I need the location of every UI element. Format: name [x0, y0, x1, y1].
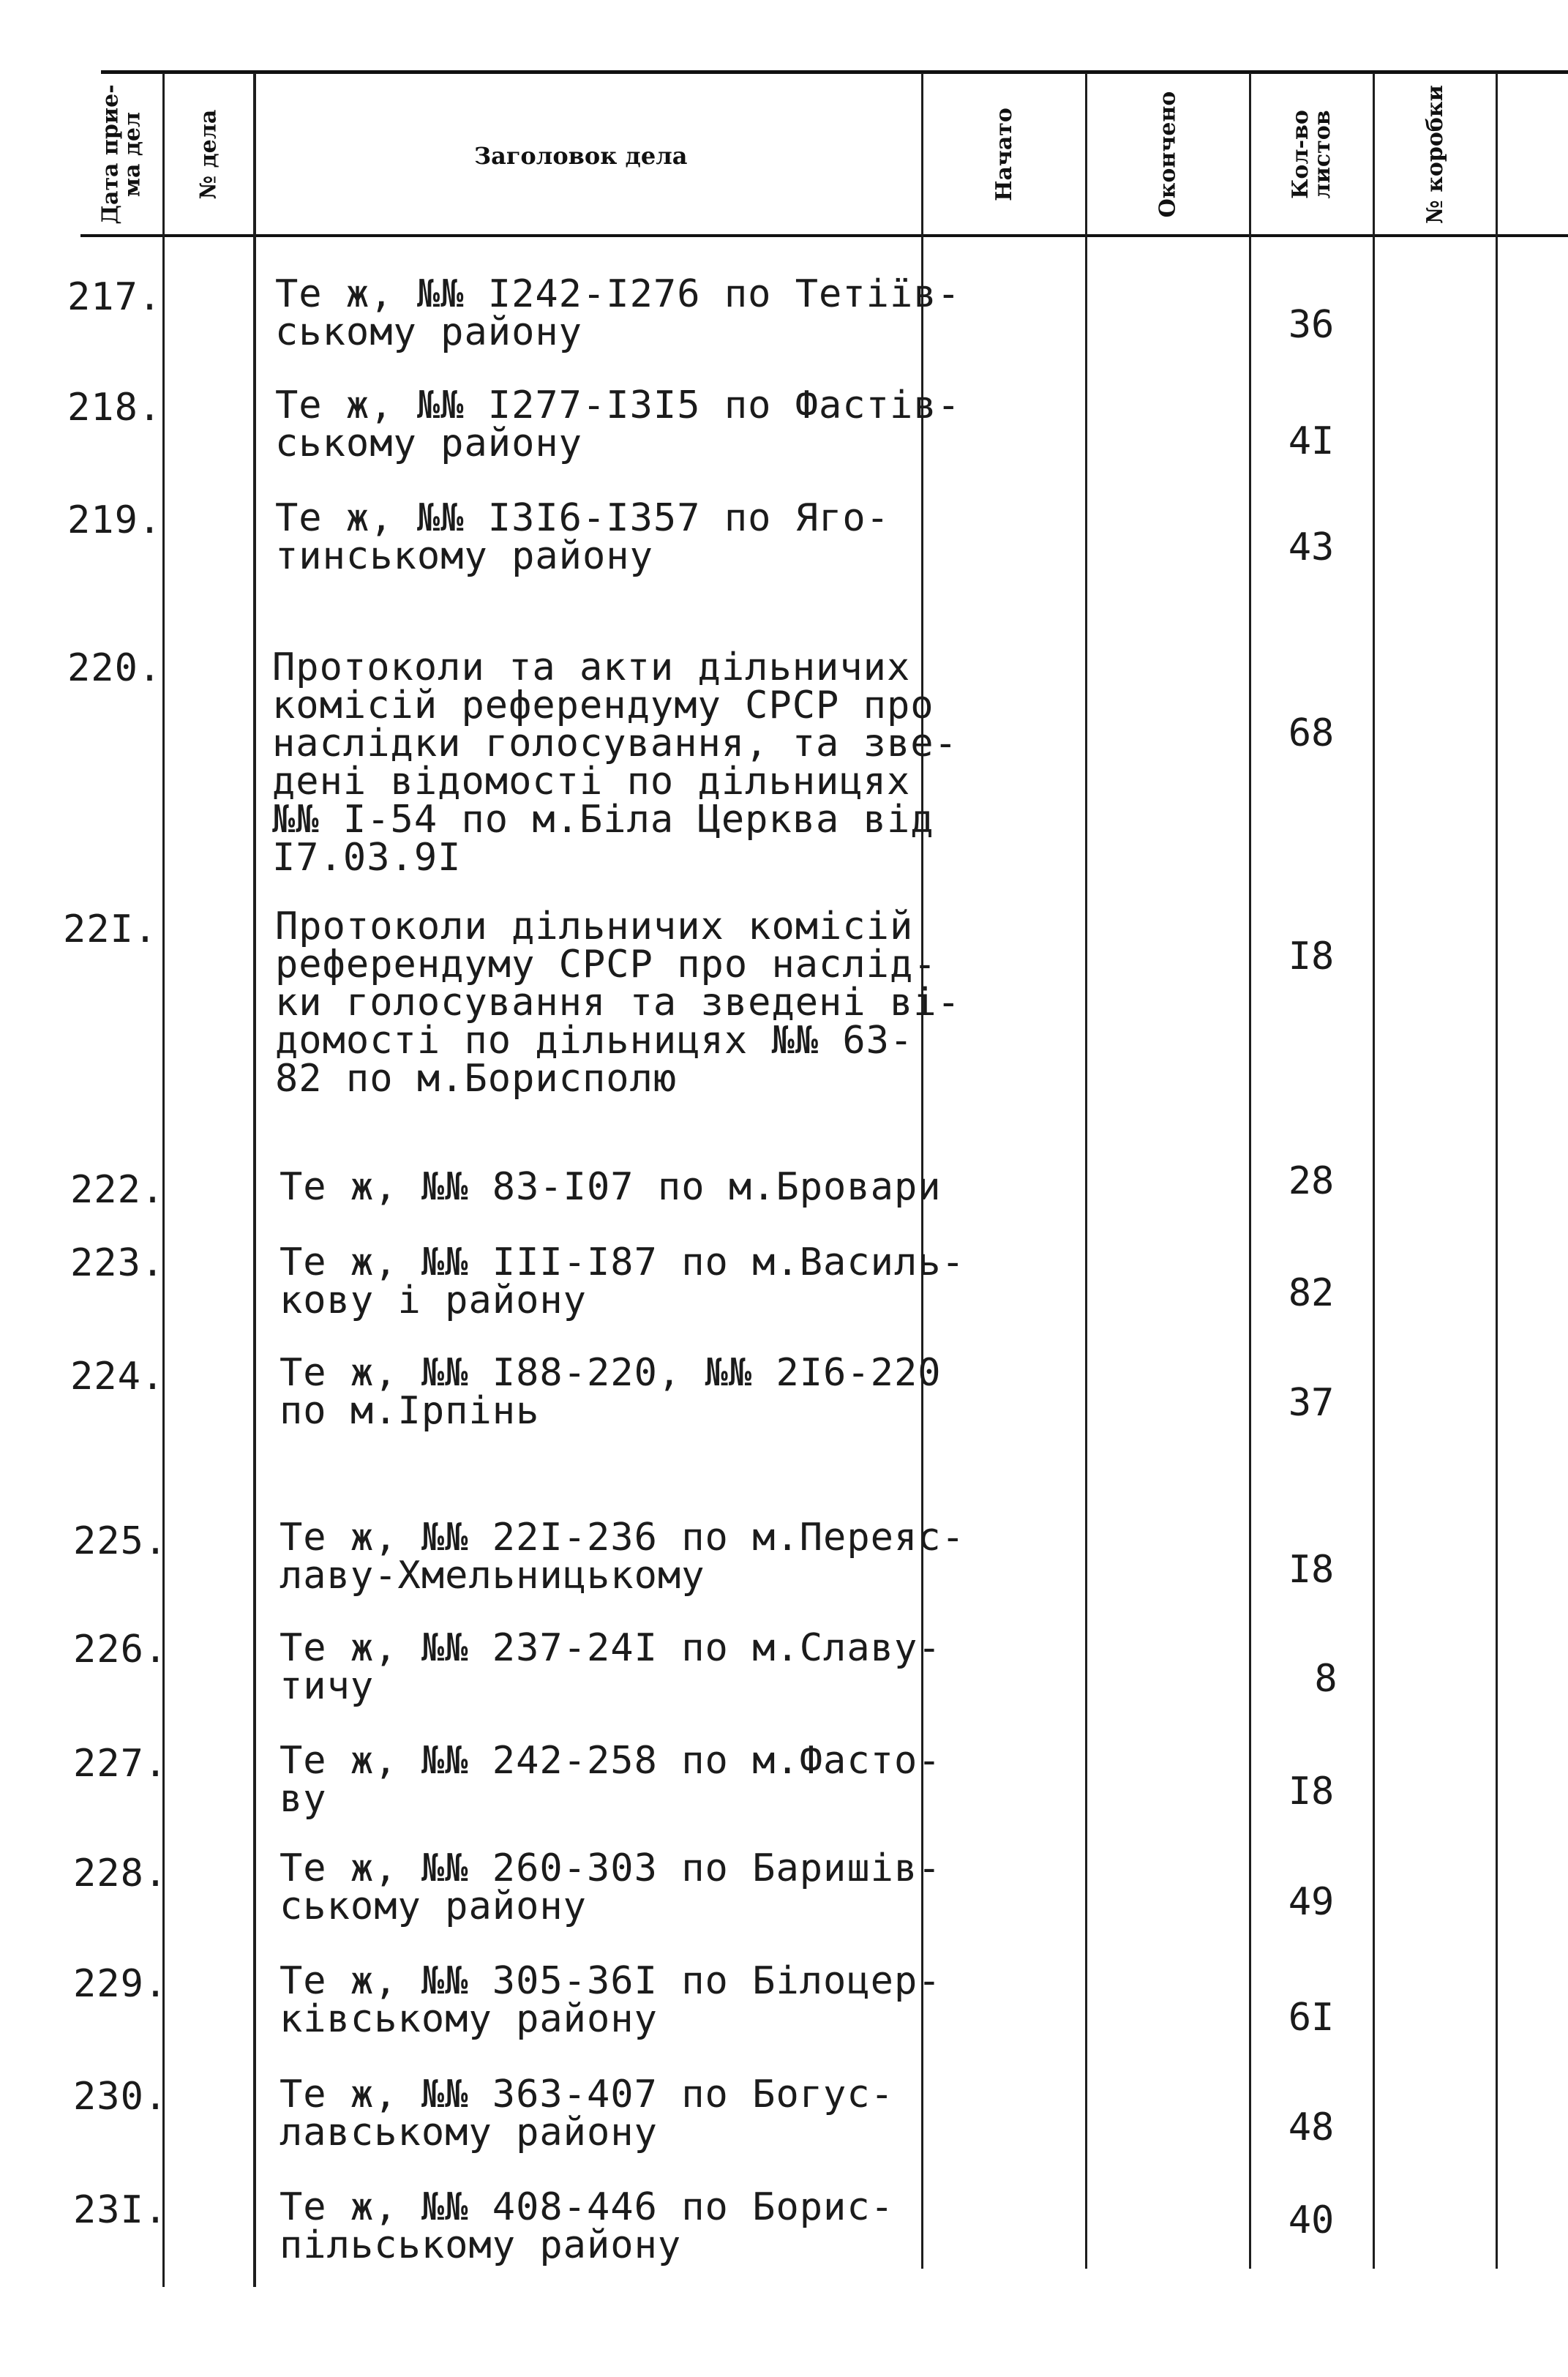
case-title: Протоколи та акти дільничих комісій референдуму СРСР про наслідки голосування, та зве- дені відомості по дільницях №№ I-54 по м.Біла Церква від I7.03.9I: [272, 645, 958, 880]
sheet-count: 40: [1288, 2198, 1335, 2242]
case-title: Те ж, №№ 305-36I по Білоцер- ківському району: [280, 1959, 942, 2041]
case-number: 224.: [70, 1355, 165, 1399]
sheet-count: 8: [1314, 1657, 1338, 1701]
case-title: Те ж, №№ I3I6-I357 по Яго- тинському району: [275, 496, 890, 578]
case-title: Те ж, №№ 237-24I по м.Славу- тичу: [280, 1626, 942, 1708]
sheet-count: 4I: [1288, 419, 1335, 463]
case-number: 218.: [67, 386, 162, 430]
case-number: 227.: [73, 1742, 168, 1786]
case-number: 228.: [73, 1852, 168, 1895]
header-top-rule: [101, 70, 1568, 74]
case-title: Те ж, №№ I242-I276 по Тетіїв- ському району: [275, 272, 961, 354]
case-title: Те ж, №№ I88-220, №№ 2I6-220 по м.Ірпінь: [280, 1351, 942, 1433]
case-title: Протоколи дільничих комісій референдуму СРСР про наслід- ки голосування та зведені ві- домості по дільницях №№ 63- 82 по м.Борисполю: [275, 905, 961, 1101]
case-number: 222.: [70, 1168, 165, 1212]
header-finished: Окончено: [1155, 91, 1181, 218]
case-number: 225.: [73, 1519, 168, 1563]
case-title: Те ж, №№ 260-303 по Баришів- ському району: [280, 1846, 942, 1928]
header-bottom-rule: [80, 234, 1568, 237]
case-title: Те ж, №№ 242-258 по м.Фасто- ву: [280, 1739, 942, 1821]
case-title: Те ж, №№ 408-446 по Борис- пільському району: [280, 2185, 894, 2267]
case-title: Те ж, №№ 363-407 по Богус- лавському району: [280, 2073, 894, 2155]
case-title: Те ж, №№ 22I-236 по м.Переяс- лаву-Хмельницькому: [280, 1516, 965, 1598]
case-number: 219.: [67, 498, 162, 542]
case-number: 230.: [73, 2075, 168, 2119]
header-box-number: № коробки: [1422, 85, 1448, 224]
header-started: Начато: [991, 108, 1017, 201]
case-number: 22I.: [63, 907, 158, 951]
col-rule-6: [1373, 73, 1375, 2269]
header-sheet-count: Кол-во листов: [1287, 110, 1335, 199]
sheet-count: 82: [1288, 1271, 1335, 1315]
case-title: Те ж, №№ 83-I07 по м.Бровари: [280, 1165, 942, 1209]
sheet-count: I8: [1288, 1770, 1335, 1813]
col-rule-2: [253, 73, 256, 2287]
sheet-count: 43: [1288, 525, 1335, 569]
sheet-count: 36: [1288, 303, 1335, 347]
col-rule-4: [1085, 73, 1087, 2269]
sheet-count: 28: [1288, 1159, 1335, 1203]
case-title: Те ж, №№ III-I87 по м.Василь- кову і району: [280, 1240, 965, 1322]
case-number: 217.: [67, 275, 162, 319]
col-rule-7: [1496, 73, 1498, 2269]
sheet-count: 6I: [1288, 1996, 1335, 2040]
sheet-count: I8: [1288, 935, 1335, 978]
col-rule-5: [1249, 73, 1251, 2269]
sheet-count: I8: [1288, 1548, 1335, 1592]
header-case-number: № дела: [195, 109, 222, 200]
case-number: 226.: [73, 1628, 168, 1672]
sheet-count: 68: [1288, 711, 1335, 755]
header-case-title: Заголовок дела: [474, 142, 688, 170]
case-number: 223.: [70, 1241, 165, 1285]
case-title: Те ж, №№ I277-I3I5 по Фастів- ському району: [275, 383, 961, 465]
header-date-received: Дата прие- ма дел: [98, 84, 146, 225]
case-number: 220.: [67, 646, 162, 690]
sheet-count: 48: [1288, 2105, 1335, 2149]
case-number: 23I.: [73, 2188, 168, 2232]
sheet-count: 49: [1288, 1880, 1335, 1924]
case-number: 229.: [73, 1962, 168, 2006]
sheet-count: 37: [1288, 1381, 1335, 1425]
